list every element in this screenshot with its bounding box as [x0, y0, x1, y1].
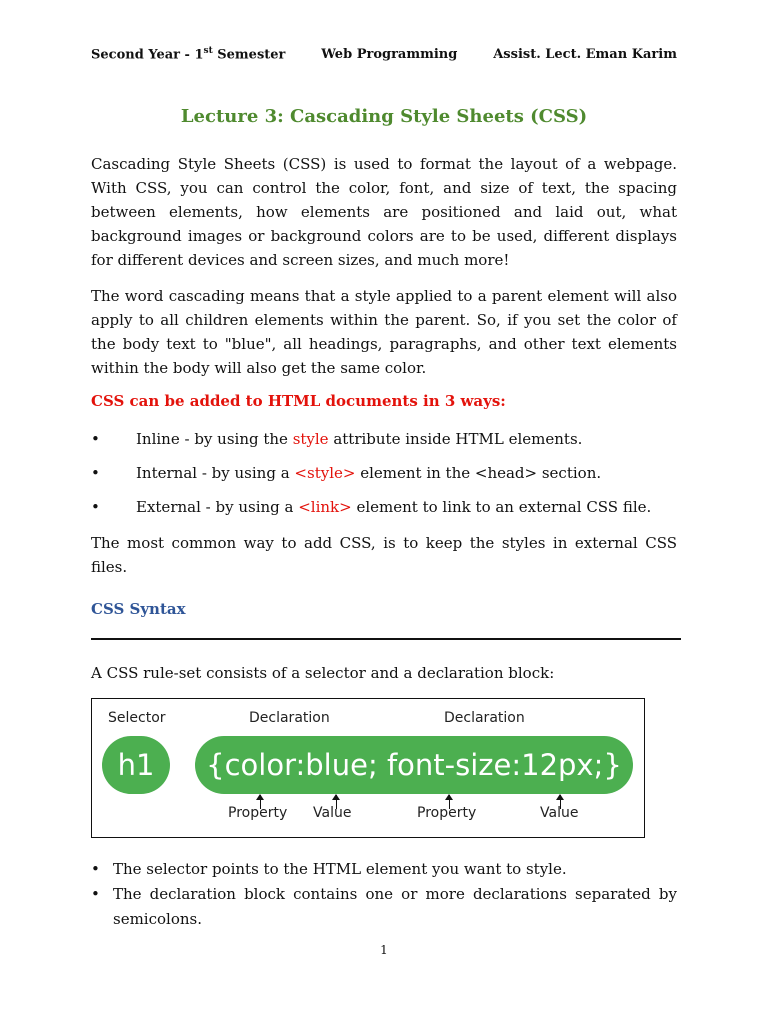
declaration-label: Declaration: [444, 710, 525, 726]
header-subject: Web Programming: [321, 47, 458, 63]
css-syntax-diagram: [91, 698, 645, 838]
cascading-paragraph: The word cascading means that a style applied to a parent element will also apply to all children elements within the parent. So, if you set the color of the body text to "blue", all headings, paragraphs, and other text elements within the body will also get the same color.: [91, 287, 677, 377]
page-title: Lecture 3: Cascading Style Sheets (CSS): [180, 106, 588, 127]
property-label: Property: [417, 805, 477, 821]
list-item: • External - by using a <link> element to link to an external CSS file.: [91, 495, 677, 529]
syntax-notes: [91, 857, 677, 932]
property-label: Property: [228, 805, 288, 821]
selector-label: Selector: [108, 710, 166, 726]
section-divider: [91, 638, 681, 640]
common-way-paragraph: The most common way to add CSS, is to keep the styles in external CSS files.: [91, 534, 677, 576]
page-number: 1: [380, 943, 388, 957]
header-course: Second Year - 1st Semester: [91, 46, 286, 63]
declaration-pill: {color:blue; font-size:12px;}: [195, 736, 633, 794]
value-label: Value: [540, 805, 579, 821]
list-item: • The declaration block contains one or more declarations separated by semicolons.: [91, 882, 677, 932]
bullet-symbol: •: [91, 464, 100, 482]
list-item: • Inline - by using the style attribute inside HTML elements.: [91, 427, 677, 461]
intro-paragraph: Cascading Style Sheets (CSS) is used to format the layout of a webpage. With CSS, you can control the color, font, and size of text, the spacing between elements, how elements are positioned and laid out, what background images or background colors are to be used, different displays for different devices and screen sizes, and much more!: [91, 155, 677, 269]
declaration-label: Declaration: [249, 710, 330, 726]
list-item: • Internal - by using a <style> element in the <head> section.: [91, 461, 677, 495]
bullet-symbol: •: [91, 860, 100, 878]
bullet-symbol: •: [91, 430, 100, 448]
selector-pill: h1: [102, 736, 170, 794]
header-author: Assist. Lect. Eman Karim: [493, 47, 677, 63]
bullet-symbol: •: [91, 885, 100, 903]
syntax-intro: A CSS rule-set consists of a selector and a declaration block:: [91, 664, 555, 682]
page-header: [91, 46, 677, 62]
list-item: • The selector points to the HTML element you want to style.: [91, 857, 677, 882]
ways-heading: CSS can be added to HTML documents in 3 ways:: [91, 392, 506, 410]
ways-list: [91, 427, 677, 529]
bullet-symbol: •: [91, 498, 100, 516]
section-heading: CSS Syntax: [91, 600, 186, 618]
value-label: Value: [313, 805, 352, 821]
